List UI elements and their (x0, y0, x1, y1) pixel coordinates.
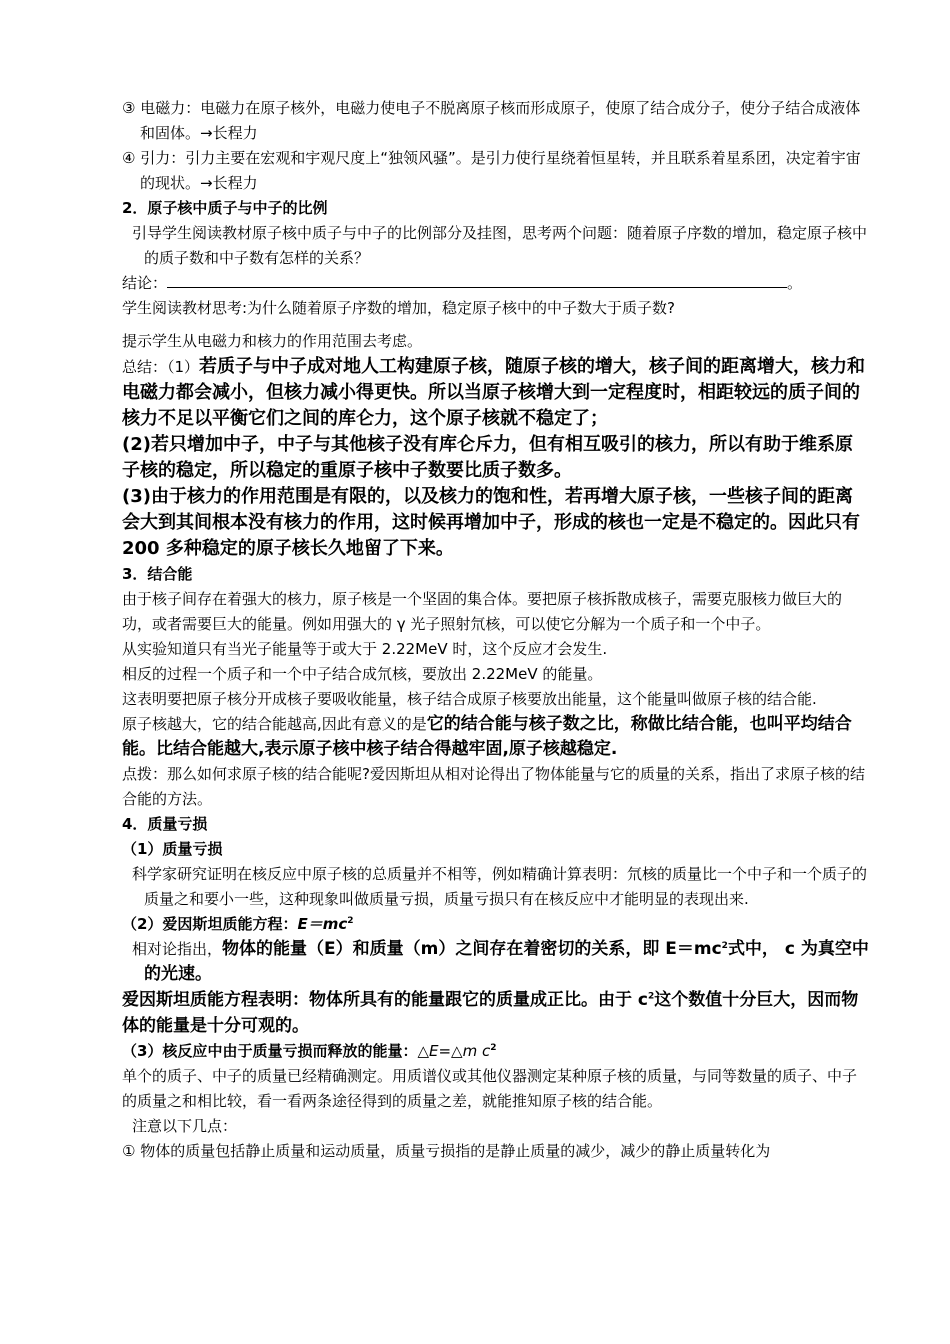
paragraph-mass-defect: 科学家研究证明在核反应中原子核的总质量并不相等，例如精确计算表明：氘核的质量比一个中子和一个质子的质量之和要小一些，这种现象叫做质量亏损，质量亏损只有在核反应中才能明显的表现出来. (132, 865, 868, 908)
document-page (122, 96, 870, 1164)
paragraph-summary-1 (122, 354, 870, 432)
paragraph-reverse-process: 相反的过程一个质子和一个中子结合成氘核，要放出 2.22MeV 的能量。 (122, 665, 603, 683)
einstein-sup: 2 (347, 916, 354, 926)
paragraph-binding-intro: 由于核子间存在着强大的核力，原子核是一个坚固的集合体。要把原子核拆散成核子，需要克服核力做巨大的功，或者需要巨大的能量。例如用强大的 γ 光子照射氘核，可以使它分解为一个质子和一个中子。 (122, 590, 843, 633)
paragraph-hint: 提示学生从电磁力和核力的作用范围去考虑。 (122, 332, 423, 350)
paragraph-measurement: 单个的质子、中子的质量已经精确测定。用质谱仪或其他仪器测定某种原子核的质量，与同等数量的质子、中子的质量之和相比较，看一看两条途径得到的质量之差，就能推知原子核的结合能。 (122, 1067, 858, 1110)
paragraph-guide-reading: 引导学生阅读教材原子核中质子与中子的比例部分及挂图，思考两个问题：随着原子序数的增加，稳定原子核中的质子数和中子数有怎样的关系？ (132, 224, 868, 267)
relativity-bold: 物体的能量（E）和质量（m）之间存在着密切的关系，即 E＝mc (222, 939, 722, 959)
paragraph-gravity: ④ 引力：引力主要在宏观和宇观尺度上“独领风骚”。是引力使行星绕着恒星转，并且联系着星系团，决定着宇宙的现状。→长程力 (122, 149, 861, 192)
released-energy-label: （3）核反应中由于质量亏损而释放的能量： (122, 1042, 418, 1060)
subheading-einstein-equation (122, 912, 870, 937)
einstein-label: （2）爱因斯坦质能方程： (122, 915, 298, 933)
summary-prefix: 总结：（1） (122, 358, 200, 376)
heading-mass-defect: 4．质量亏损 (122, 815, 208, 833)
einstein-meaning-sup: 2 (648, 991, 655, 1002)
conclusion-end: 。 (787, 274, 803, 292)
paragraph-student-question: 学生阅读教材思考:为什么随着原子序数的增加，稳定原子核中的中子数大于质子数? (122, 299, 676, 317)
subheading-released-energy (122, 1039, 870, 1064)
spacer (122, 321, 870, 329)
paragraph-relativity (122, 937, 870, 987)
paragraph-einstein-meaning (122, 987, 870, 1039)
paragraph-conclusion (122, 271, 870, 296)
relativity-sup: 2 (721, 941, 728, 951)
summary-1-text: 若质子与中子成对地人工构建原子核，随原子核的增大，核子间的距离增大，核力和电磁力都会减小，但核力减小得更快。所以当原子核增大到一定程度时，相距较远的质子间的核力不足以平衡它们之间的库仑力，这个原子核就不稳定了； (122, 356, 866, 429)
subheading-mass-defect: （1）质量亏损 (122, 840, 223, 858)
conclusion-blank (167, 273, 787, 288)
relativity-prefix: 相对论指出， (132, 940, 223, 958)
paragraph-binding-definition: 这表明要把原子核分开成核子要吸收能量，核子结合成原子核要放出能量，这个能量叫做原子核的结合能. (122, 690, 817, 708)
released-energy-sup: 2 (490, 1043, 497, 1053)
einstein-meaning-b: 这个数值十分巨大，因而物体的能量是十分可观的。 (122, 990, 859, 1036)
specific-binding-prefix: 原子核越大，它的结合能越高,因此有意义的是 (122, 715, 427, 733)
paragraph-experiment: 从实验知道只有当光子能量等于或大于 2.22MeV 时，这个反应才会发生. (122, 640, 608, 658)
specific-binding-bold: 它的结合能与核子数之比，称做比结合能，也叫平均结合能。比结合能越大,表示原子核中核子结合得越牢固,原子核越稳定. (122, 714, 852, 759)
paragraph-note-1: ① 物体的质量包括静止质量和运动质量，质量亏损指的是静止质量的减少，减少的静止质量转化为 (122, 1142, 771, 1160)
einstein-meaning-a: 爱因斯坦质能方程表明：物体所具有的能量跟它的质量成正比。由于 c (122, 990, 648, 1010)
paragraph-notes-intro: 注意以下几点： (132, 1117, 238, 1135)
released-energy-equation: △E=△m c (417, 1042, 491, 1060)
paragraph-tip: 点拨：那么如何求原子核的结合能呢?爱因斯坦从相对论得出了物体能量与它的质量的关系，指出了求原子核的结合能的方法。 (122, 765, 865, 808)
paragraph-summary-3: (3)由于核力的作用范围是有限的，以及核力的饱和性，若再增大原子核，一些核子间的距离会大到其间根本没有核力的作用，这时候再增加中子，形成的核也一定是不稳定的。因此只有 200 多种稳定的原子核长久地留了下来。 (122, 486, 860, 559)
einstein-equation: E＝mc (297, 915, 348, 933)
paragraph-specific-binding (122, 712, 870, 762)
paragraph-electromagnetic-force: ③ 电磁力：电磁力在原子核外，电磁力使电子不脱离原子核而形成原子，使原了结合成分子，使分子结合成液体和固体。→长程力 (122, 99, 861, 142)
heading-binding-energy: 3．结合能 (122, 565, 193, 583)
conclusion-label: 结论： (122, 274, 168, 292)
relativity-bold-2: 式中， c 为真空中的光速。 (144, 939, 869, 984)
paragraph-summary-2: (2)若只增加中子，中子与其他核子没有库仑斥力，但有相互吸引的核力，所以有助于维系原子核的稳定，所以稳定的重原子核中子数要比质子数多。 (122, 434, 853, 481)
heading-proton-neutron-ratio: 2．原子核中质子与中子的比例 (122, 199, 328, 217)
